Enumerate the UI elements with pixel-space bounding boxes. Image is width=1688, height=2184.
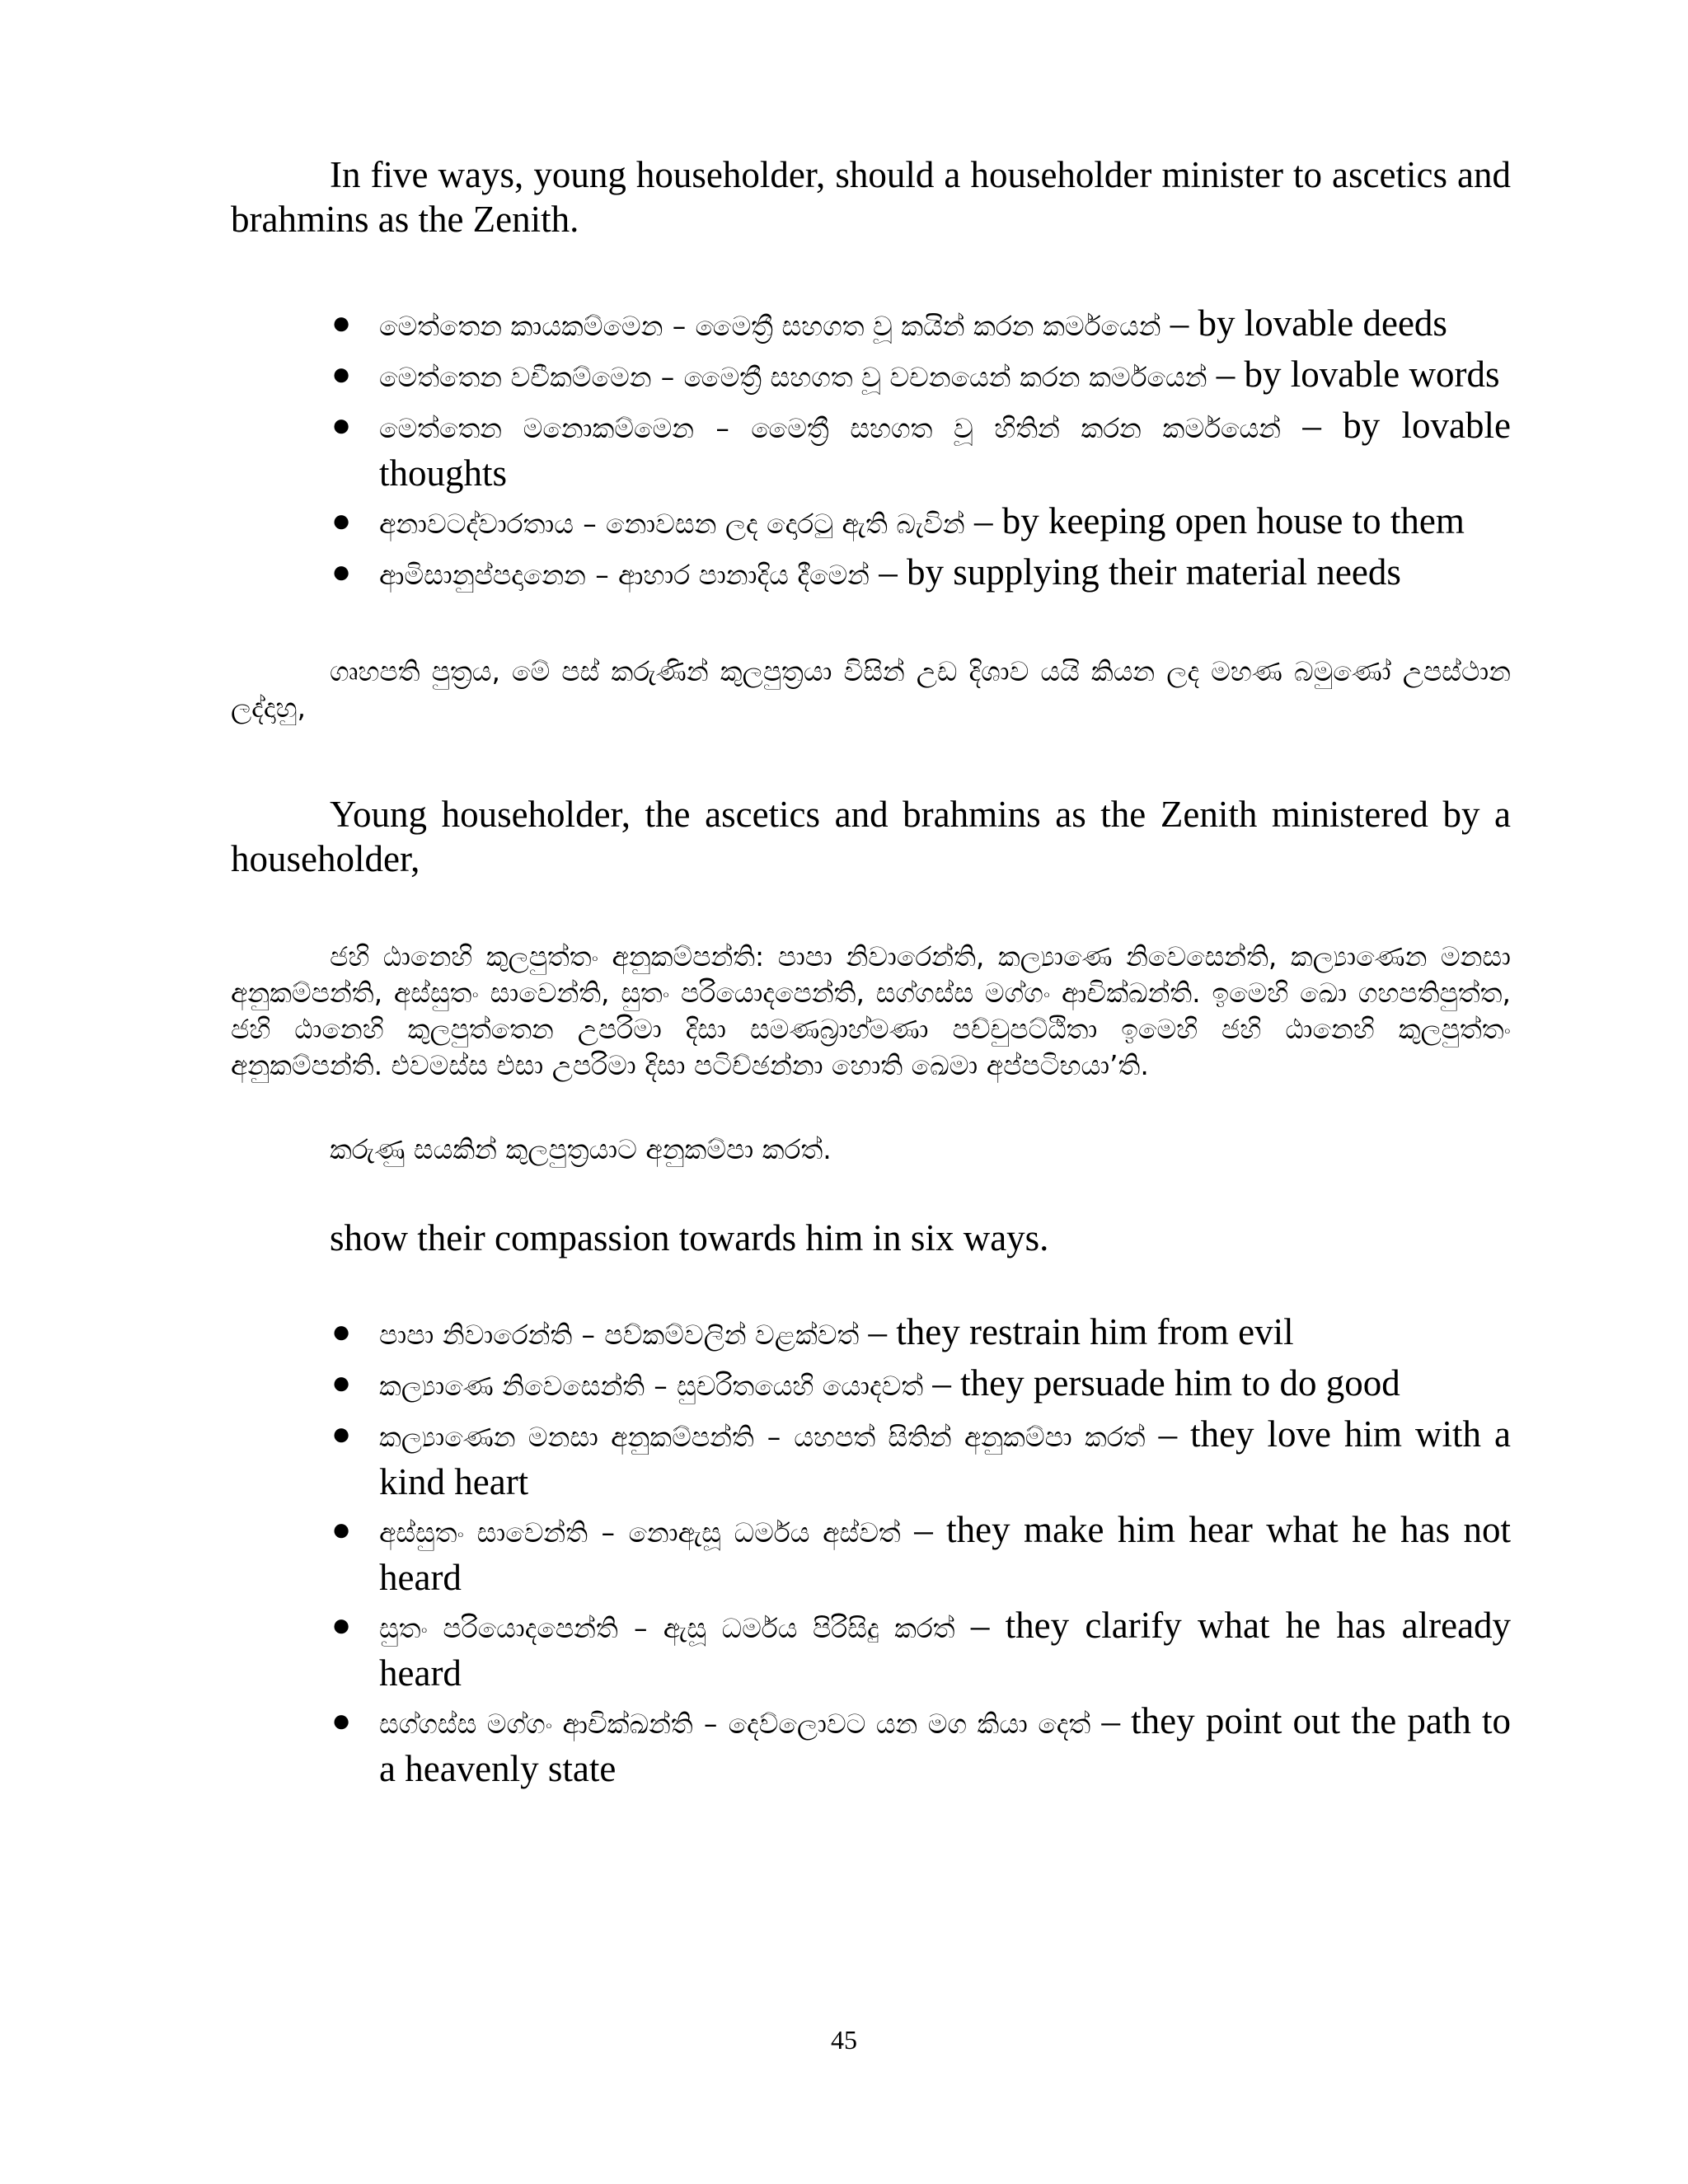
separator: – <box>583 508 597 540</box>
page-content <box>231 152 1511 1794</box>
list-item <box>330 1412 1511 1504</box>
separator: – <box>970 1605 990 1646</box>
english-translation: they clarify what he has already heard <box>379 1605 1512 1694</box>
pali-term: ආමිසානුප්පදානෙන <box>379 559 586 591</box>
sinhala-translation: මෛත්‍රී සහගත වූ වචනයෙන් කරන කර්මයෙන් <box>683 361 1207 393</box>
separator: – <box>703 1708 718 1740</box>
list-item <box>330 499 1511 546</box>
bullet-icon: ● <box>331 1606 352 1643</box>
pali-term: කල්‍යාණෙ නිවෙසෙන්ති <box>379 1370 645 1402</box>
separator: – <box>654 1370 668 1402</box>
sinhala-translation: නොවසන ලද දොරටු ඇති බැවින් <box>605 508 965 540</box>
separator: – <box>601 1516 615 1549</box>
pali-term: මෙත්තෙන කායකම්මෙන <box>379 310 663 342</box>
pali-term: අස්සුතං සාවෙන්ති <box>379 1516 588 1549</box>
separator: – <box>1216 354 1236 395</box>
intro-paragraph: In five ways, young householder, should a householder minister to ascetics and brahmins as the Zenith. <box>231 154 1511 240</box>
sinhala-translation: මෛත්‍රී සහගත වූ හිතින් කරන කර්මයෙන් <box>751 412 1282 444</box>
bullet-icon: ● <box>331 1313 352 1350</box>
bullet-icon: ● <box>331 1364 352 1401</box>
sinhala-translation: ඇසූ ධර්මය පිරිසිදු කරත් <box>663 1612 955 1644</box>
english-translation: by supplying their material needs <box>906 551 1401 593</box>
list-item <box>330 403 1511 495</box>
separator: – <box>581 1319 596 1351</box>
separator: – <box>1101 1700 1120 1741</box>
list-item <box>330 1603 1511 1695</box>
separator: – <box>634 1612 648 1644</box>
separator: – <box>932 1362 951 1404</box>
separator: – <box>914 1509 933 1550</box>
page-number: 45 <box>831 2025 857 2055</box>
pali-term: අනාවටද්වාරතාය <box>379 508 574 540</box>
english-paragraph: Young householder, the ascetics and brahmins as the Zenith ministered by a householder, <box>231 794 1511 879</box>
list-item <box>330 1699 1511 1791</box>
bullet-icon: ● <box>331 406 352 443</box>
english-paragraph: show their compassion towards him in six ways. <box>330 1217 1049 1258</box>
sinhala-paragraph: ගෘහපති පුත්‍රය, මේ පස් කරුණින් කුලපුත්‍රයා විසින් උඩ දිශාව යයි කියන ලද මහණ බමුණෝ උපස්ථාන ලද්දාහු, <box>231 655 1511 724</box>
separator: – <box>595 559 609 591</box>
ministering-ways-list <box>231 301 1511 598</box>
pali-paragraph: ජහි ඨානෙහි කුලපුත්තං අනුකම්පන්ති: පාපා නිවාරෙන්ති, කල්‍යාණෙ නිවෙසෙන්ති, කල්‍යාණෙන මනසා අනුකම්පන්ති, අස්සුතං සාවෙන්ති, සුතං පරියොදපෙන්ති, සග්ගස්ස මග්ගං ආචික්ඛන්ති. ඉමෙහි ඛො ගහපතිපුත්ත, ජහි ඨානෙහි කුලපුත්තෙන උපරිමා දිසා සමණබ්‍රාහ්මණා පච්චුපට්ඨිතා ඉමෙහි ජහි ඨානෙහි කුලපුත්තං අනුකම්පන්ති. එවමස්ස එසා උපරිමා දිසා පටිච්ඡන්නා හොති ඛෙමා අප්පටිභයා’ති. <box>231 940 1511 1081</box>
english-translation: they persuade him to do good <box>960 1362 1400 1404</box>
sinhala-translation: දෙව්ලොවට යන මග කියා දෙත් <box>728 1708 1091 1740</box>
separator: – <box>715 412 729 444</box>
pali-term: සුතං පරියොදපෙන්ති <box>379 1612 618 1644</box>
separator: – <box>660 361 675 393</box>
sinhala-translation: සුචරිතයෙහි යොදවත් <box>677 1370 924 1402</box>
pali-term: සග්ගස්ස මග්ගං ආචික්ඛන්ති <box>379 1708 693 1740</box>
list-item <box>330 550 1511 598</box>
english-translation: they point out the path to a heavenly state <box>379 1700 1512 1789</box>
bullet-icon: ● <box>331 1702 352 1739</box>
list-item <box>330 1507 1511 1600</box>
pali-term: මෙත්තෙන මනොකම්මෙන <box>379 412 695 444</box>
separator: – <box>1158 1413 1178 1455</box>
bullet-icon: ● <box>331 502 352 539</box>
pali-term: මෙත්තෙන වචීකම්මෙන <box>379 361 652 393</box>
sinhala-translation: යහපත් සිතින් අනුකම්පා කරත් <box>794 1421 1146 1453</box>
bullet-icon: ● <box>331 355 352 392</box>
list-item <box>330 1310 1511 1357</box>
sinhala-paragraph: කරුණු සයකින් කුලපුත්‍රයාට අනුකම්පා කරත්. <box>330 1133 832 1165</box>
english-translation: by lovable words <box>1244 354 1500 395</box>
sinhala-translation: නොඇසූ ධර්මය අස්වත් <box>628 1516 901 1549</box>
separator: – <box>672 310 687 342</box>
separator: – <box>1302 405 1321 446</box>
bullet-icon: ● <box>331 1511 352 1548</box>
pali-term: කල්‍යාණෙන මනසා අනුකම්පන්ති <box>379 1421 754 1453</box>
bullet-icon: ● <box>331 304 352 341</box>
pali-term: පාපා නිවාරෙන්ති <box>379 1319 573 1351</box>
separator: – <box>973 500 993 541</box>
bullet-icon: ● <box>331 1415 352 1452</box>
sinhala-translation: පව්කම්වලින් වළක්වත් <box>604 1319 860 1351</box>
sinhala-translation: ආහාර පානාදිය දීමෙන් <box>617 559 870 591</box>
separator: – <box>868 1311 888 1352</box>
english-translation: they love him with a kind heart <box>379 1413 1512 1502</box>
separator: – <box>1170 302 1189 344</box>
list-item <box>330 1361 1511 1408</box>
list-item <box>330 301 1511 349</box>
english-translation: by keeping open house to them <box>1001 500 1465 541</box>
list-item <box>330 352 1511 400</box>
separator: – <box>767 1421 781 1453</box>
sinhala-translation: මෛත්‍රී සහගත වූ කයින් කරන කර්මයෙන් <box>695 310 1161 342</box>
english-translation: they make him hear what he has not heard <box>379 1509 1512 1598</box>
english-translation: they restrain him from evil <box>896 1311 1294 1352</box>
english-translation: by lovable deeds <box>1198 302 1447 344</box>
separator: – <box>879 551 898 593</box>
english-translation: by lovable thoughts <box>379 405 1511 494</box>
compassion-ways-list <box>231 1310 1511 1791</box>
bullet-icon: ● <box>331 553 352 590</box>
